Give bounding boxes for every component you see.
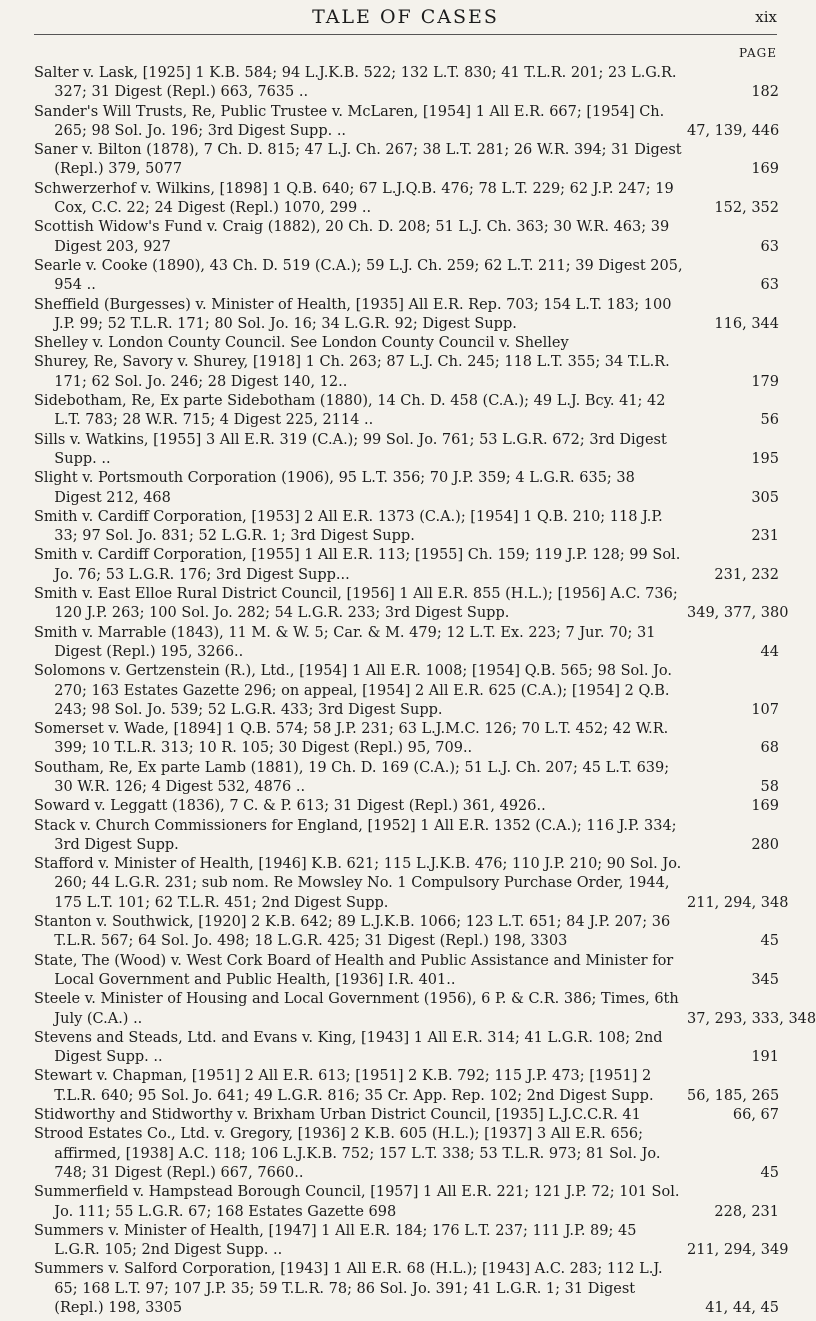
case-pages: 305	[751, 489, 779, 506]
case-citation: Summers v. Minister of Health, [1947] 1 All E.R. 184; 176 L.T. 237; 111 J.P. 89; 45 L.G.R. 105; 2nd Digest Supp. ..	[34, 1222, 637, 1259]
case-citation: Smith v. Marrable (1843), 11 M. & W. 5; Car. & M. 479; 12 L.T. Ex. 223; 7 Jur. 70; 31 Digest (Repl.) 195, 3266..	[34, 624, 656, 660]
case-pages: 107	[751, 701, 779, 718]
case-pages: 63	[760, 238, 779, 255]
case-entry	[34, 1029, 779, 1068]
case-entry	[34, 1222, 789, 1261]
case-pages: 211, 294, 349	[687, 1242, 789, 1259]
case-pages: 211, 294, 348	[687, 894, 789, 911]
case-citation: Stack v. Church Commissioners for England, [1952] 1 All E.R. 1352 (C.A.); 116 J.P. 334; 3rd Digest Supp.	[34, 817, 677, 853]
header-rule	[34, 34, 777, 35]
case-citation: Somerset v. Wade, [1894] 1 Q.B. 574; 58 J.P. 231; 63 L.J.M.C. 126; 70 L.T. 452; 42 W.R. 399; 10 T.L.R. 313; 10 R. 105; 30 Digest (Repl.) 95, 709..	[34, 721, 669, 757]
case-entry	[34, 296, 779, 335]
case-citation: Scottish Widow's Fund v. Craig (1882), 20 Ch. D. 208; 51 L.J. Ch. 363; 30 W.R. 463; 39 Digest 203, 927	[34, 219, 670, 255]
case-pages: 195	[751, 450, 779, 467]
case-citation: Smith v. Cardiff Corporation, [1955] 1 All E.R. 113; [1955] Ch. 159; 119 J.P. 128; 99 Sol. Jo. 76; 53 L.G.R. 176; 3rd Digest Supp...	[34, 547, 681, 583]
case-citation: Sheffield (Burgesses) v. Minister of Health, [1935] All E.R. Rep. 703; 154 L.T. 183; 100 J.P. 99; 52 T.L.R. 171; 80 Sol. Jo. 16; 34 L.G.R. 92; Digest Supp.	[34, 296, 672, 332]
case-pages: 182	[751, 84, 779, 101]
case-entry	[34, 431, 779, 470]
case-pages: 280	[751, 836, 779, 853]
case-citation: Solomons v. Gertzenstein (R.), Ltd., [1954] 1 All E.R. 1008; [1954] Q.B. 565; 98 Sol. Jo. 270; 163 Estates Gazette 296; on appeal, [1954] 2 All E.R. 625 (C.A.); [1954] 2 Q.B. 243; 98 Sol. Jo. 539; 52 L.G.R. 433; 3rd Digest Supp.	[34, 663, 672, 718]
case-citation: Searle v. Cooke (1890), 43 Ch. D. 519 (C.A.); 59 L.J. Ch. 259; 62 L.T. 211; 39 Digest 205, 954 ..	[34, 257, 683, 294]
case-pages: 179	[751, 373, 779, 390]
case-citation: Soward v. Leggatt (1836), 7 C. & P. 613; 31 Digest (Repl.) 361, 4926..	[34, 798, 546, 815]
case-pages: 231	[751, 528, 779, 545]
case-citation: Stidworthy and Stidworthy v. Brixham Urban District Council, [1935] L.J.C.C.R. 41	[34, 1107, 641, 1124]
case-entry	[34, 353, 779, 392]
case-pages: 56, 185, 265	[687, 1087, 780, 1104]
case-entry	[34, 662, 779, 720]
case-entry	[34, 1125, 779, 1183]
case-entry	[34, 855, 789, 913]
case-table	[34, 64, 816, 1318]
case-pages: 45	[760, 933, 779, 950]
case-citation: Sander's Will Trusts, Re, Public Trustee v. McLaren, [1954] 1 All E.R. 667; [1954] Ch. 265; 98 Sol. Jo. 196; 3rd Digest Supp. ..	[34, 103, 665, 139]
case-entry	[34, 720, 779, 759]
case-pages: 45	[760, 1164, 779, 1181]
page-column-heading: PAGE	[739, 46, 777, 60]
case-pages: 228, 231	[714, 1203, 779, 1220]
case-pages: 231, 232	[714, 566, 779, 583]
case-pages: 44	[760, 643, 779, 660]
case-citation: Smith v. Cardiff Corporation, [1953] 2 All E.R. 1373 (C.A.); [1954] 1 Q.B. 210; 118 J.P. 33; 97 Sol. Jo. 831; 52 L.G.R. 1; 3rd Digest Supp.	[34, 508, 663, 545]
case-citation: Strood Estates Co., Ltd. v. Gregory, [1936] 2 K.B. 605 (H.L.); [1937] 3 All E.R. 656; affirmed, [1938] A.C. 118; 106 L.J.K.B. 752; 157 L.T. 338; 53 T.L.R. 973; 81 Sol. Jo. 748; 31 Digest (Repl.) 667, 7660..	[34, 1126, 661, 1181]
case-citation: Summerfield v. Hampstead Borough Council, [1957] 1 All E.R. 221; 121 J.P. 72; 101 Sol. Jo. 111; 55 L.G.R. 67; 168 Estates Gazette 698	[34, 1184, 680, 1220]
case-pages: 169	[751, 161, 779, 178]
case-pages: 63	[760, 277, 779, 294]
case-pages: 191	[751, 1049, 779, 1066]
case-entry	[34, 334, 779, 353]
case-citation: Stevens and Steads, Ltd. and Evans v. King, [1943] 1 All E.R. 314; 41 L.G.R. 108; 2nd Digest Supp. ..	[34, 1029, 663, 1066]
case-pages: 37, 293, 333, 348	[687, 1010, 816, 1027]
case-citation: Shurey, Re, Savory v. Shurey, [1918] 1 Ch. 263; 87 L.J. Ch. 245; 118 L.T. 355; 34 T.L.R. 171; 62 Sol. Jo. 246; 28 Digest 140, 12..	[34, 354, 670, 390]
case-entry	[34, 469, 779, 508]
case-pages: 66, 67	[732, 1107, 779, 1124]
case-entry	[34, 1260, 779, 1318]
case-pages: 345	[751, 971, 779, 988]
case-entry	[34, 180, 779, 219]
case-entry	[34, 392, 779, 431]
running-head	[34, 4, 777, 36]
case-citation: State, The (Wood) v. West Cork Board of Health and Public Assistance and Minister for Local Government and Public Health, [1936] I.R. 401..	[34, 952, 674, 988]
case-citation: Schwerzerhof v. Wilkins, [1898] 1 Q.B. 640; 67 L.J.Q.B. 476; 78 L.T. 229; 62 J.P. 247; 19 Cox, C.C. 22; 24 Digest (Repl.) 1070, 299 ..	[34, 180, 674, 217]
case-citation: Southam, Re, Ex parte Lamb (1881), 19 Ch. D. 169 (C.A.); 51 L.J. Ch. 207; 45 L.T. 639; 30 W.R. 126; 4 Digest 532, 4876 ..	[34, 759, 670, 795]
page-number: xix	[755, 8, 777, 26]
case-entry	[34, 546, 779, 585]
case-entry	[34, 624, 779, 663]
case-entry	[34, 797, 779, 816]
case-citation: Stanton v. Southwick, [1920] 2 K.B. 642; 89 L.J.K.B. 1066; 123 L.T. 651; 84 J.P. 207; 36 T.L.R. 567; 64 Sol. Jo. 498; 18 L.G.R. 425; 31 Digest (Repl.) 198, 3303	[34, 914, 671, 950]
case-entry	[34, 952, 779, 991]
case-citation: Salter v. Lask, [1925] 1 K.B. 584; 94 L.J.K.B. 522; 132 L.T. 830; 41 T.L.R. 201; 23 L.G.R. 327; 31 Digest (Repl.) 663, 7635 ..	[34, 65, 677, 101]
case-pages: 169	[751, 798, 779, 815]
case-citation: Sidebotham, Re, Ex parte Sidebotham (1880), 14 Ch. D. 458 (C.A.); 49 L.J. Bcy. 41; 42 L.T. 783; 28 W.R. 715; 4 Digest 225, 2114 ..	[34, 393, 666, 429]
case-pages: 116, 344	[714, 315, 779, 332]
case-entry	[34, 913, 779, 952]
case-entry	[34, 817, 779, 856]
case-pages: 47, 139, 446	[687, 122, 780, 139]
case-pages: 68	[760, 740, 779, 757]
case-entry	[34, 64, 779, 103]
page-title: TALE OF CASES	[312, 6, 499, 28]
case-entry	[34, 759, 779, 798]
case-pages: 56	[760, 412, 779, 429]
case-citation: Smith v. East Elloe Rural District Council, [1956] 1 All E.R. 855 (H.L.); [1956] A.C. 736; 120 J.P. 263; 100 Sol. Jo. 282; 54 L.G.R. 233; 3rd Digest Supp.	[34, 586, 678, 622]
case-pages: 58	[760, 778, 779, 795]
case-entry	[34, 1067, 779, 1106]
case-entry	[34, 141, 779, 180]
case-citation: Stewart v. Chapman, [1951] 2 All E.R. 613; [1951] 2 K.B. 792; 115 J.P. 473; [1951] 2 T.L.R. 640; 95 Sol. Jo. 641; 49 L.G.R. 816; 35 Cr. App. Rep. 102; 2nd Digest Supp.	[34, 1068, 654, 1104]
case-citation: Slight v. Portsmouth Corporation (1906), 95 L.T. 356; 70 J.P. 359; 4 L.G.R. 635; 38 Digest 212, 468	[34, 470, 635, 506]
case-pages: 41, 44, 45	[705, 1300, 779, 1316]
case-citation: Sills v. Watkins, [1955] 3 All E.R. 319 (C.A.); 99 Sol. Jo. 761; 53 L.G.R. 672; 3rd Digest Supp. ..	[34, 431, 667, 467]
case-pages: 349, 377, 380	[687, 605, 789, 622]
case-entry	[34, 257, 779, 296]
case-citation: Shelley v. London County Council. See London County Council v. Shelley	[34, 335, 569, 352]
case-entry	[34, 1183, 779, 1222]
case-entry	[34, 508, 779, 547]
case-entry	[34, 990, 816, 1029]
case-citation: Saner v. Bilton (1878), 7 Ch. D. 815; 47 L.J. Ch. 267; 38 L.T. 281; 26 W.R. 394; 31 Digest (Repl.) 379, 5077	[34, 142, 682, 178]
case-entry	[34, 1106, 779, 1125]
case-citation: Steele v. Minister of Housing and Local Government (1956), 6 P. & C.R. 386; Times, 6th July (C.A.) ..	[34, 991, 679, 1027]
case-citation: Summers v. Salford Corporation, [1943] 1 All E.R. 68 (H.L.); [1943] A.C. 283; 112 L.J. 65; 168 L.T. 97; 107 J.P. 35; 59 T.L.R. 78; 86 Sol. Jo. 391; 41 L.G.R. 1; 31 Digest (Repl.) 198, 3305	[34, 1261, 663, 1316]
case-entry	[34, 218, 779, 257]
case-citation: Stafford v. Minister of Health, [1946] K.B. 621; 115 L.J.K.B. 476; 110 J.P. 210; 90 Sol. Jo. 260; 44 L.G.R. 231; sub nom. Re Mowsley No. 1 Compulsory Purchase Order, 1944, 175 L.T. 101; 62 T.L.R. 451; 2nd Digest Supp.	[34, 856, 682, 911]
case-pages: 152, 352	[714, 200, 779, 217]
case-entry	[34, 585, 789, 624]
case-entry	[34, 103, 779, 142]
